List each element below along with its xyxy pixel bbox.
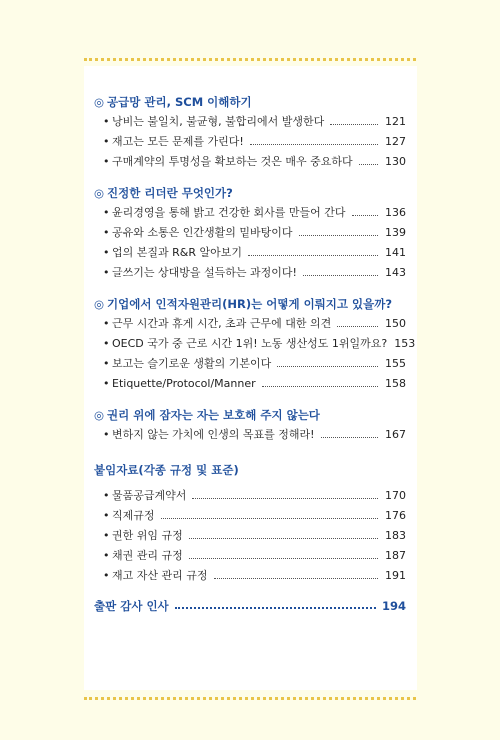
dot-leader xyxy=(337,326,378,327)
bullet-icon: • xyxy=(103,317,110,330)
dot-leader xyxy=(277,366,378,367)
page-number: 130 xyxy=(385,155,406,168)
bullet-icon: • xyxy=(103,489,110,502)
page-number: 158 xyxy=(385,377,406,390)
dot-leader xyxy=(248,255,378,256)
bullet-icon: • xyxy=(103,337,110,350)
entry-title: 글쓰기는 상대방을 설득하는 과정이다! xyxy=(112,266,297,279)
dot-leader xyxy=(161,518,378,519)
entry-title: 업의 본질과 R&R 알아보기 xyxy=(112,246,242,259)
dot-leader xyxy=(330,124,378,125)
toc-entry[interactable] xyxy=(94,263,406,283)
bullet-icon: • xyxy=(103,266,110,279)
entry-title: 낭비는 불일치, 불균형, 불합리에서 발생한다 xyxy=(112,115,325,128)
dot-leader xyxy=(321,437,378,438)
bullet-icon: • xyxy=(103,569,110,582)
dot-leader xyxy=(299,235,378,236)
toc-entry[interactable] xyxy=(94,203,406,223)
double-circle-icon: ◎ xyxy=(94,95,105,109)
dot-leader xyxy=(352,215,379,216)
page-number: 170 xyxy=(385,489,406,502)
dot-leader xyxy=(189,558,378,559)
page-number: 141 xyxy=(385,246,406,259)
page-number: 121 xyxy=(385,115,406,128)
toc-entry[interactable] xyxy=(94,152,406,172)
section-title[interactable]: ◎ 진정한 리더란 무엇인가? xyxy=(94,186,233,200)
page-number: 153 xyxy=(394,337,416,350)
toc-entry[interactable] xyxy=(94,314,406,334)
bullet-icon: • xyxy=(103,428,110,441)
bullet-icon: • xyxy=(103,509,110,522)
section-title[interactable]: ◎ 권리 위에 잠자는 자는 보호해 주지 않는다 xyxy=(94,408,320,422)
page-number: 176 xyxy=(385,509,406,522)
toc-entry[interactable] xyxy=(94,374,406,394)
page-number: 143 xyxy=(385,266,406,279)
page-number: 194 xyxy=(381,599,406,613)
toc-entry[interactable] xyxy=(94,425,406,445)
bottom-dotted-border xyxy=(84,697,416,700)
bullet-icon: • xyxy=(103,206,110,219)
entry-title: 변하지 않는 가치에 인생의 목표를 정해라! xyxy=(112,428,315,441)
entry-title: 구매계약의 투명성을 확보하는 것은 매우 중요하다 xyxy=(112,155,353,168)
top-dotted-border xyxy=(84,58,416,61)
page-number: 191 xyxy=(385,569,406,582)
page-number: 167 xyxy=(385,428,406,441)
page-number: 187 xyxy=(385,549,406,562)
entry-title: 보고는 슬기로운 생활의 기본이다 xyxy=(112,357,272,370)
entry-title: 출판 감사 인사 xyxy=(94,599,169,613)
bullet-icon: • xyxy=(103,226,110,239)
entry-title: 채권 관리 규정 xyxy=(112,549,183,562)
toc-final-entry[interactable] xyxy=(94,595,406,617)
double-circle-icon: ◎ xyxy=(94,297,105,311)
toc-entry[interactable] xyxy=(94,354,406,374)
toc-section-hr xyxy=(94,294,416,394)
dot-leader xyxy=(214,578,379,579)
bullet-icon: • xyxy=(103,155,110,168)
dot-leader xyxy=(250,144,378,145)
bullet-icon: • xyxy=(103,529,110,542)
bullet-icon: • xyxy=(103,549,110,562)
entry-title: 근무 시간과 휴게 시간, 초과 근무에 대한 의견 xyxy=(112,317,332,330)
toc-entry[interactable] xyxy=(94,334,416,354)
toc-entry[interactable] xyxy=(94,566,406,586)
bullet-icon: • xyxy=(103,135,110,148)
toc-entry[interactable] xyxy=(94,243,406,263)
entry-title: Etiquette/Protocol/Manner xyxy=(112,377,256,390)
bullet-icon: • xyxy=(103,377,110,390)
page-number: 150 xyxy=(385,317,406,330)
entry-title: OECD 국가 중 근로 시간 1위! 노동 생산성도 1위일까요? xyxy=(112,337,388,350)
toc-entry[interactable] xyxy=(94,546,406,566)
toc-entry[interactable] xyxy=(94,223,406,243)
page-number: 183 xyxy=(385,529,406,542)
page-number: 139 xyxy=(385,226,406,239)
entry-title: 재고 자산 관리 규정 xyxy=(112,569,208,582)
dot-leader xyxy=(359,164,378,165)
bullet-icon: • xyxy=(103,357,110,370)
entry-title: 권한 위임 규정 xyxy=(112,529,183,542)
toc-section-rights xyxy=(94,405,406,445)
toc-entry[interactable] xyxy=(94,526,406,546)
toc-section-scm xyxy=(94,92,406,172)
bullet-icon: • xyxy=(103,246,110,259)
entry-title: 재고는 모든 문제를 가린다! xyxy=(112,135,244,148)
section-title[interactable]: ◎ 기업에서 인적자원관리(HR)는 어떻게 이뤄지고 있을까? xyxy=(94,297,393,311)
toc-entry[interactable] xyxy=(94,132,406,152)
dot-leader xyxy=(175,607,376,609)
toc-entry[interactable] xyxy=(94,112,406,132)
dot-leader xyxy=(262,386,378,387)
dot-leader xyxy=(192,498,378,499)
section-title[interactable]: 붙임자료(각종 규정 및 표준) xyxy=(94,463,239,477)
entry-title: 공유와 소통은 인간생활의 밑바탕이다 xyxy=(112,226,293,239)
toc-entry[interactable] xyxy=(94,506,406,526)
page-number: 136 xyxy=(385,206,406,219)
dot-leader xyxy=(303,275,378,276)
page-number: 127 xyxy=(385,135,406,148)
page-number: 155 xyxy=(385,357,406,370)
entry-title: 윤리경영을 통해 밝고 건강한 회사를 만들어 간다 xyxy=(112,206,346,219)
entry-title: 직제규정 xyxy=(112,509,155,522)
section-title[interactable]: ◎ 공급망 관리, SCM 이해하기 xyxy=(94,95,252,109)
bullet-icon: • xyxy=(103,115,110,128)
toc-entry[interactable] xyxy=(94,486,406,506)
entry-title: 물품공급계약서 xyxy=(112,489,187,502)
double-circle-icon: ◎ xyxy=(94,408,105,422)
dot-leader xyxy=(189,538,378,539)
toc-section-appendix xyxy=(94,460,406,586)
double-circle-icon: ◎ xyxy=(94,186,105,200)
toc-section-leader xyxy=(94,183,406,283)
